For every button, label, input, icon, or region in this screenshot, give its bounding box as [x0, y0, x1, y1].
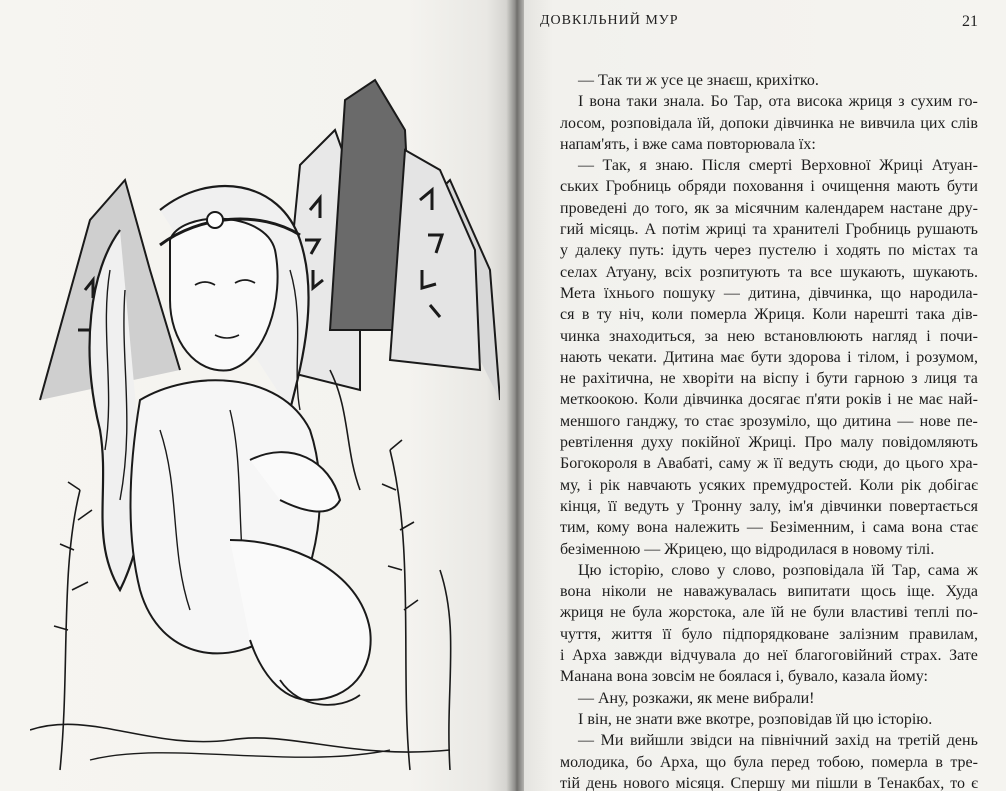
text-line: Манана вона зовсім не боялася і, бувало, казала йому:: [560, 668, 928, 686]
text-line: напам'ять, і вже сама повторювала їх:: [560, 135, 816, 153]
text-line: жриця не була жорстока, але їй не були властиві теплі по-: [560, 604, 978, 622]
text-line: безіменною — Жрицею, що відродилася в новому тілі.: [560, 540, 935, 558]
legs: [230, 540, 371, 700]
body-text: [560, 70, 978, 791]
running-title: ДОВКІЛЬНИЙ МУР: [540, 13, 679, 28]
text-line: Богокороля в Авабаті, саму ж її ведуть сюди, до цього хра-: [560, 455, 978, 473]
text-line: — Так, я знаю. Після смерті Верховної Жриці Атуан-: [578, 157, 978, 175]
text-line: молодика, бо Арха, що була перед тобою, померла в тре-: [560, 753, 978, 771]
girl-among-standing-stones-illustration: [30, 70, 500, 780]
text-line: — Ми вийшли звідси на північний захід на третій день: [578, 732, 978, 750]
text-line: ся в ту ніч, коли померла Жриця. Коли нарешті така дів-: [560, 306, 978, 324]
text-line: ських Гробниць обряди поховання і очищення мають бути: [560, 178, 978, 196]
text-line: І він, не знати вже вкотре, розповідав їй цю історію.: [578, 710, 933, 728]
text-line: лосом, розповідала їй, допоки дівчинка не вивчила цих слів: [560, 114, 978, 132]
page-number: 21: [962, 13, 978, 30]
standing-stone-right: [390, 150, 480, 370]
text-line: нають чекати. Дитина має бути здорова і тілом, і розумом,: [560, 348, 978, 366]
text-line: чинка знаходиться, за нею встановлюють нагляд і почи-: [560, 327, 978, 345]
text-line: Мета їхнього пошуку — дитина, дівчинка, що народила-: [560, 284, 978, 302]
text-line: — Ану, розкажи, як мене вибрали!: [578, 689, 815, 707]
text-line: тим, кому вона належить — Безіменним, і сама вона стає: [560, 519, 978, 537]
ground: [90, 750, 390, 760]
book-gutter: [506, 0, 526, 791]
text-line: гий місяць. А потім жриці та хранителі Гробниць рушають: [560, 221, 978, 239]
text-line: І вона таки знала. Бо Тар, ота висока жриця з сухим го-: [578, 93, 978, 111]
text-line: чуття, життя її було підпорядковане залізним правилам,: [560, 625, 978, 643]
text-line: меткоокою. Коли дівчинка досягає п'яти років і не має най-: [560, 391, 978, 409]
text-line: тій день нового місяця. Спершу ми пішли в Тенакбах, то є: [560, 774, 978, 791]
text-line: — Так ти ж усе це знаєш, крихітко.: [578, 72, 819, 89]
text-line: ревтілення духу покійної Жриці. Про малу повідомляють: [560, 434, 978, 452]
text-line: кінця, її ведуть у Тронну залу, ім'я дівчинки повертається: [560, 497, 978, 515]
text-line: у далеку путь: ідуть через пустелю і ходять по містах та: [560, 242, 978, 260]
text-line: Цю історію, слово у слово, розповідала їй Тар, сама ж: [578, 561, 978, 579]
text-line: проведені до того, як за місячним календарем настане дру-: [560, 199, 978, 217]
text-line: і Арха завжди відчувала до неї благоговійний страх. Зате: [560, 647, 978, 665]
text-line: му, і рік навчають усяких премудростей. Коли рік добігає: [560, 476, 978, 494]
text-line: не рахітична, не хворіти на віспу і бути гарною з лиця та: [560, 370, 978, 388]
text-line: селах Атуану, всіх розпитують та все шукають, шукають.: [560, 263, 978, 281]
text-line: меншого ганджу, то стає зрозуміло, що дитина — нове пе-: [560, 412, 978, 430]
text-line: вона ніколи не наважувалась випитати щось іще. Худа: [560, 583, 978, 601]
